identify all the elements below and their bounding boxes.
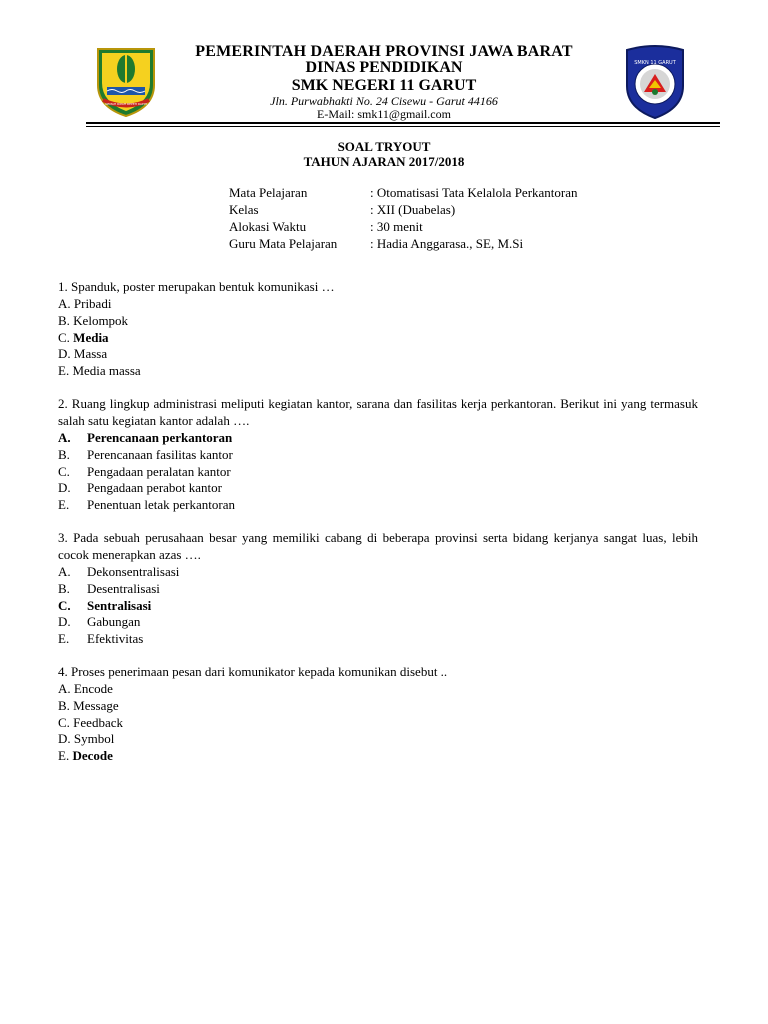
option-a [58,295,698,312]
option-text: Massa [73,346,108,362]
info-value: : Hadia Anggarasa., SE, M.Si [370,236,524,251]
option-text: Pengadaan peralatan kantor [87,463,231,479]
question-text: 4. Proses penerimaan pesan dari komunikator kepada komunikan disebut .. [58,664,448,679]
info-value: : XII (Duabelas) [370,202,456,217]
option-d [58,613,698,630]
option-letter: D. [58,731,71,747]
exam-academic-year: TAHUN AJARAN 2017/2018 [303,154,465,169]
info-value: : Otomatisasi Tata Kelalola Perkantoran [370,185,578,200]
option-letter: A. [58,681,71,696]
option-letter: B. [58,580,70,596]
option-c [58,714,698,731]
option-text: Dekonsentralisasi [87,564,180,579]
info-label: Guru Mata Pelajaran [229,236,338,251]
info-label: Mata Pelajaran [229,185,308,200]
right-logo-text: SMKN 11 GARUT [634,60,676,66]
option-text: Gabungan [87,614,141,630]
info-value: : 30 menit [370,219,423,234]
info-row-class [229,201,578,218]
question-4 [58,663,698,764]
option-letter: A. [58,430,71,445]
option-text: Message [73,697,119,713]
option-letter: A. [58,564,71,579]
letterhead-divider-thick [86,122,720,124]
option-letter: D. [58,614,71,630]
option-text: Perencanaan fasilitas kantor [87,446,233,462]
question-text: 2. Ruang lingkup administrasi meliputi kegiatan kantor, sarana dan fasilitas kerja perkantoran. Berikut ini yang termasuk salah satu kegiatan kantor adalah …. [58,396,698,428]
left-logo-motto: GEMAH RIPAH REPEH RAPIH [105,102,147,106]
option-a [58,563,698,580]
exam-info-table [229,184,578,252]
option-b [58,580,698,597]
option-letter: C. [58,329,70,345]
option-letter: E. [58,748,70,764]
question-2 [58,395,698,513]
question-text: 3. Pada sebuah perusahaan besar yang memiliki cabang di beberapa provinsi serta bidang kerjanya sangat luas, lebih cocok menerapkan azas …. [58,530,698,562]
option-d [58,345,698,362]
letterhead-school-name: SMK NEGERI 11 GARUT [291,77,477,94]
option-text: Penentuan letak perkantoran [87,497,235,513]
option-letter: C. [58,463,70,479]
option-text: Media massa [72,363,141,379]
option-c [58,597,698,614]
option-letter: B. [58,312,70,328]
letterhead-department: DINAS PENDIDIKAN [305,59,463,76]
info-row-teacher [229,235,578,252]
letterhead-divider-thin [86,126,720,127]
option-c [58,463,698,480]
option-letter: D. [58,346,71,362]
option-text: Pribadi [73,296,112,311]
option-b [58,446,698,463]
option-text: Decode [72,748,113,764]
option-letter: E. [58,631,70,647]
option-text: Symbol [73,731,115,747]
option-letter: A. [58,296,71,311]
option-letter: C. [58,597,71,613]
option-letter: D. [58,480,71,496]
option-text: Sentralisasi [87,597,152,613]
option-a [58,680,698,697]
info-label: Alokasi Waktu [229,219,307,234]
letterhead-email: E-Mail: smk11@gmail.com [317,107,451,121]
option-b [58,697,698,714]
option-b [58,312,698,329]
option-text: Media [73,329,109,345]
letterhead-government: PEMERINTAH DAERAH PROVINSI JAWA BARAT [195,43,573,60]
option-text: Desentralisasi [87,580,160,596]
option-text: Efektivitas [87,631,144,647]
option-letter: E. [58,363,70,379]
option-letter: E. [58,497,70,513]
option-text: Perencanaan perkantoran [87,430,233,445]
info-label: Kelas [229,202,259,217]
option-c [58,329,698,346]
question-1 [58,278,698,379]
option-e [58,362,698,379]
letterhead-address: Jln. Purwabhakti No. 24 Cisewu - Garut 44166 [270,94,498,108]
info-row-duration [229,218,578,235]
option-e [58,496,698,513]
option-letter: B. [58,446,70,462]
option-text: Encode [73,681,113,696]
option-text: Feedback [73,714,123,730]
option-a [58,429,698,446]
option-text: Pengadaan perabot kantor [87,480,223,496]
option-e [58,747,698,764]
info-row-subject [229,184,578,201]
option-letter: C. [58,714,70,730]
option-text: Kelompok [73,312,129,328]
question-3 [58,529,698,647]
question-text: 1. Spanduk, poster merupakan bentuk komunikasi … [58,279,335,294]
option-letter: B. [58,697,70,713]
option-d [58,479,698,496]
option-d [58,730,698,747]
option-e [58,630,698,647]
exam-title: SOAL TRYOUT [337,139,431,154]
